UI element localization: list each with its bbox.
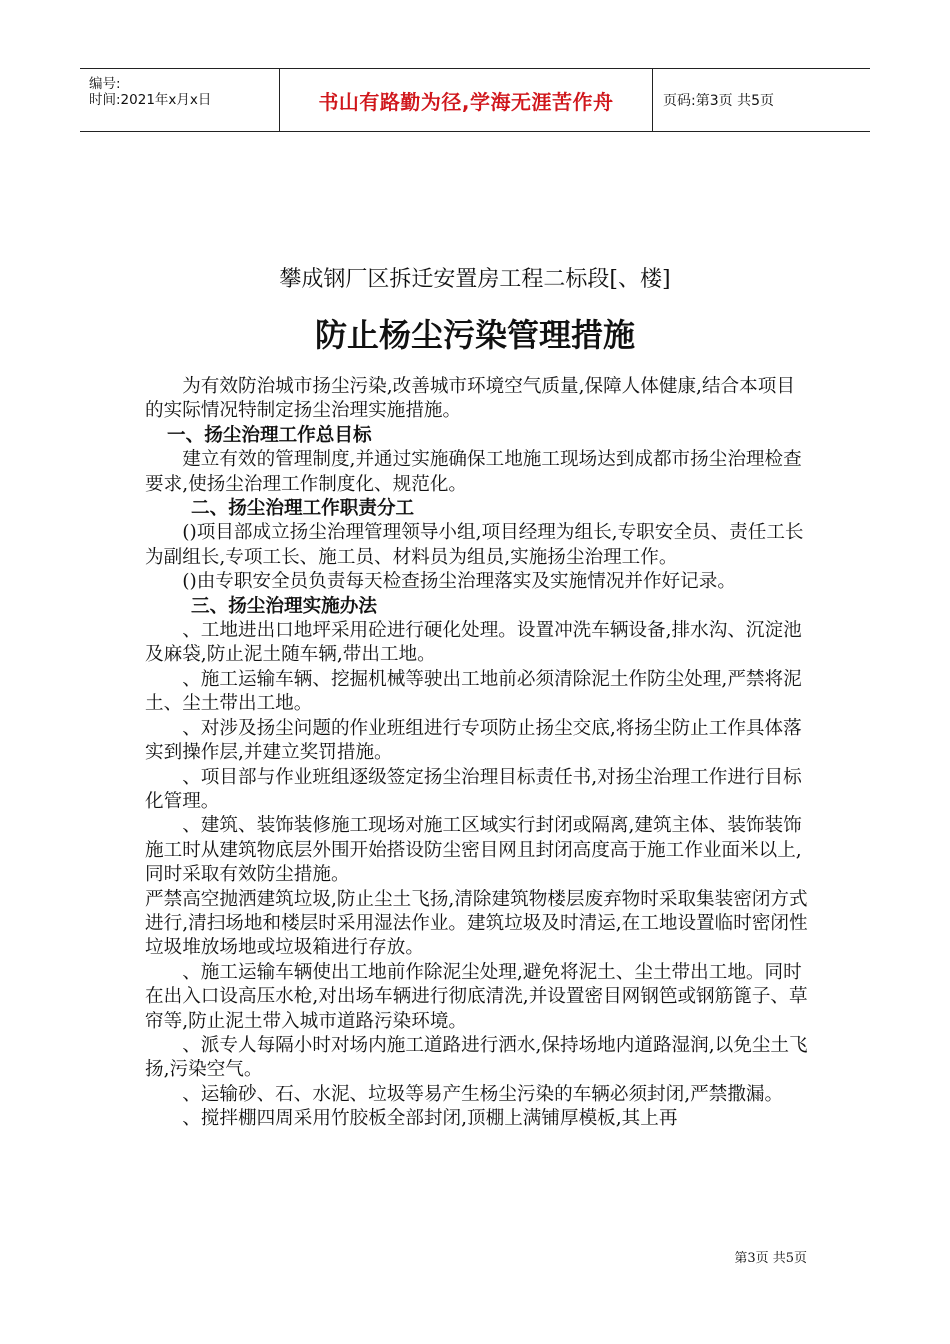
section-heading: 三、扬尘治理实施办法 xyxy=(191,595,377,617)
header-meta xyxy=(80,69,280,131)
date-label: 时间:2021年x月x日 xyxy=(89,92,212,108)
paragraph: 、搅拌棚四周采用竹胶板全部封闭,顶棚上满铺厚模板,其上再 xyxy=(182,1108,678,1130)
paragraph: 、运输砂、石、水泥、垃圾等易产生杨尘污染的车辆必须封闭,严禁撒漏。 xyxy=(182,1083,784,1105)
paragraph: 、项目部与作业班组逐级签定扬尘治理目标责任书,对扬尘治理工作进行目标化管理。 xyxy=(145,766,802,812)
document-title: 防止杨尘污染管理措施 xyxy=(314,316,635,354)
paragraph: 、工地进出口地坪采用砼进行硬化处理。设置冲洗车辆设备,排水沟、沉淀池及麻袋,防止泥土随车辆,带出工地。 xyxy=(145,620,802,666)
section-heading: 二、扬尘治理工作职责分工 xyxy=(191,498,415,520)
paragraph: 、对涉及扬尘问题的作业班组进行专项防止扬尘交底,将扬尘防止工作具体落实到操作层,并建立奖罚措施。 xyxy=(145,717,802,764)
paragraph: ()由专职安全员负责每天检查扬尘治理落实及实施情况并作好记录。 xyxy=(182,571,736,593)
number-label: 编号: xyxy=(89,76,121,92)
header-motto xyxy=(280,69,653,131)
document-subtitle: 攀成钢厂区拆迁安置房工程二标段[、楼] xyxy=(279,267,671,292)
section-heading: 一、扬尘治理工作总目标 xyxy=(167,424,372,446)
page-info-text: 页码:第3页 共5页 xyxy=(663,93,774,109)
page-footer: 第3页 共5页 xyxy=(734,1251,807,1266)
intro-paragraph: 为有效防治城市扬尘污染,改善城市环境空气质量,保障人体健康,结合本项目的实际情况特制定扬尘治理实施措施。 xyxy=(145,376,795,422)
page-header xyxy=(80,68,870,132)
motto-text: 书山有路勤为径,学海无涯苦作舟 xyxy=(318,89,614,114)
paragraph: 、施工运输车辆使出工地前作除泥尘处理,避免将泥土、尘土带出工地。同时在出入口设高压水枪,对出场车辆进行彻底清洗,并设置密目网钢笆或钢筋篦子、草帘等,防止泥土带入城市道路污染环境。 xyxy=(145,961,808,1032)
paragraph: 严禁高空抛洒建筑垃圾,防止尘土飞扬,清除建筑物楼层废弃物时采取集装密闭方式进行,清扫场地和楼层时采用湿法作业。建筑垃圾及时清运,在工地设置临时密闭性垃圾堆放场地或垃圾箱进行存放。 xyxy=(145,888,808,959)
paragraph: 、施工运输车辆、挖掘机械等驶出工地前必须清除泥土作防尘处理,严禁将泥土、尘土带出工地。 xyxy=(145,668,802,715)
paragraph: 建立有效的管理制度,并通过实施确保工地施工现场达到成都市扬尘治理检查要求,使扬尘治理工作制度化、规范化。 xyxy=(145,449,802,495)
paragraph: 、派专人每隔小时对场内施工道路进行洒水,保持场地内道路湿润,以免尘土飞扬,污染空气。 xyxy=(145,1034,808,1081)
paragraph: ()项目部成立扬尘治理管理领导小组,项目经理为组长,专职安全员、责任工长为副组长,专项工长、施工员、材料员为组员,实施扬尘治理工作。 xyxy=(145,522,804,568)
document-body xyxy=(145,375,810,1132)
header-page-info xyxy=(653,69,870,131)
paragraph: 、建筑、装饰装修施工现场对施工区域实行封闭或隔离,建筑主体、装饰装饰施工时从建筑物底层外围开始搭设防尘密目网且封闭高度高于施工作业面米以上,同时采取有效防尘措施。 xyxy=(145,815,802,886)
